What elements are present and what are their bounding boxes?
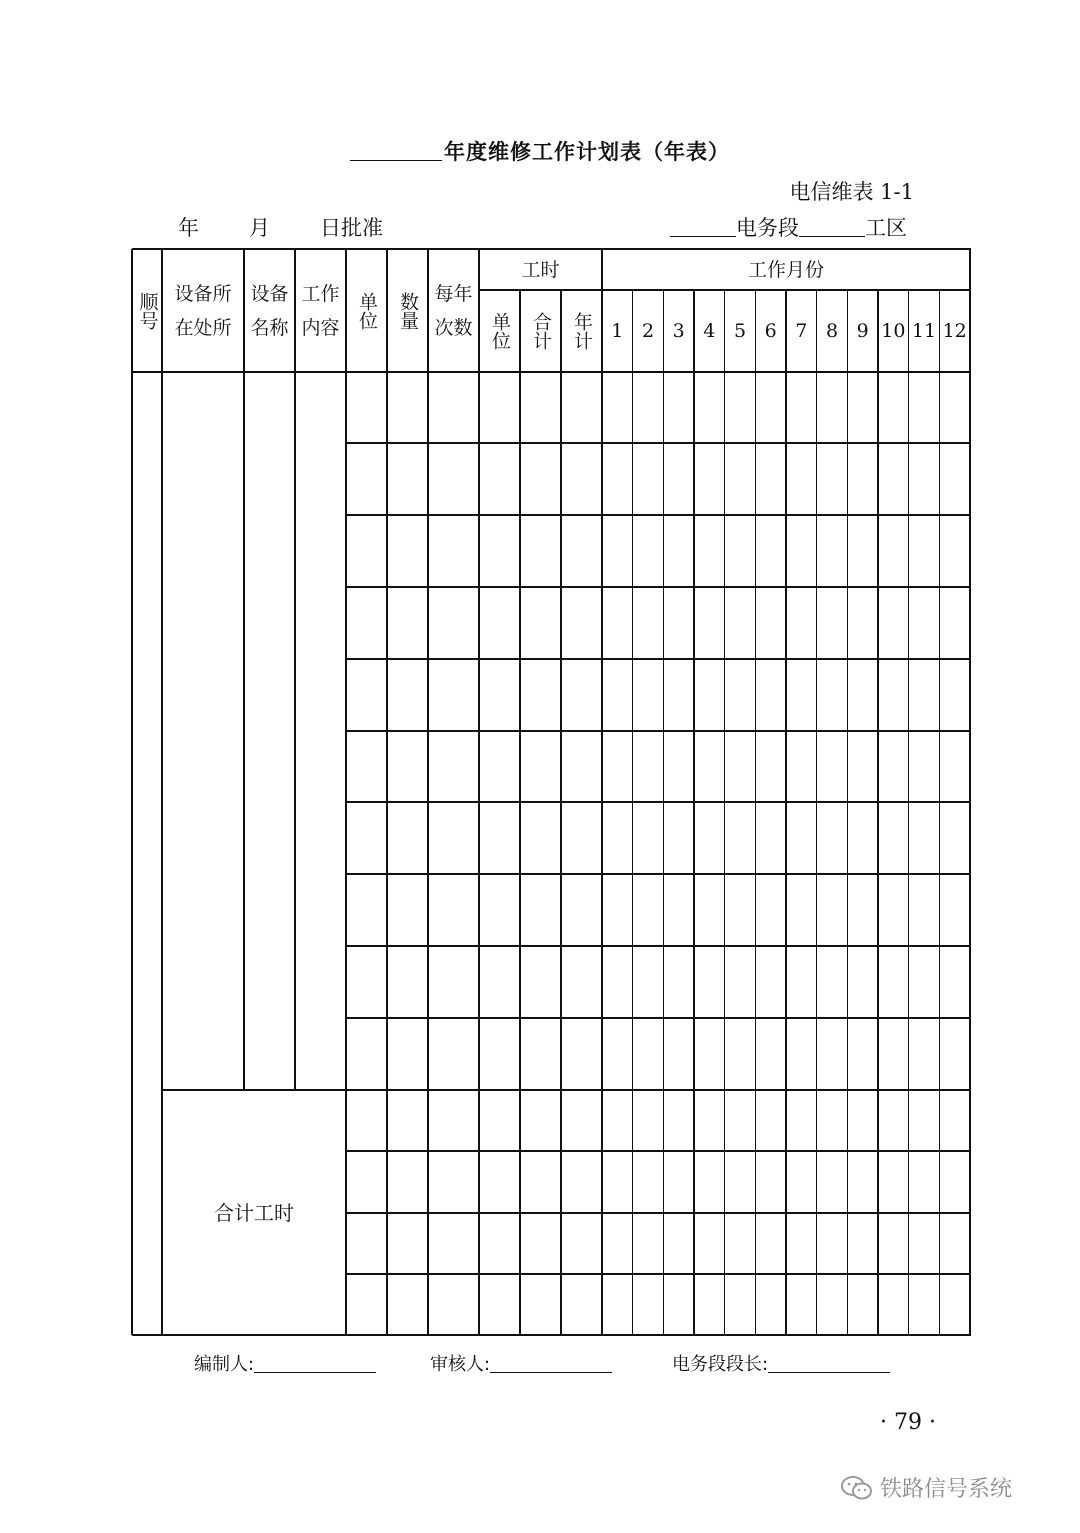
header-month-3: 3 <box>672 319 685 342</box>
section-chief-blank[interactable] <box>768 1354 890 1373</box>
approval-day: 日批准 <box>320 216 383 240</box>
section-label: 电务段 <box>736 216 799 240</box>
header-month-9: 9 <box>856 319 869 342</box>
grid-line-v <box>663 290 664 1335</box>
section-chief: 电务段段长: <box>672 1350 890 1376</box>
grid-line-h <box>346 1089 970 1090</box>
grid-line-h <box>346 1150 970 1151</box>
wechat-icon <box>840 1475 874 1501</box>
grid-line-h <box>346 1017 970 1018</box>
header-work-content: 工作 内容 <box>301 283 340 339</box>
reviewed-by-blank[interactable] <box>490 1354 612 1373</box>
grid-line-v <box>478 249 479 1335</box>
header-unit: 单位 <box>355 292 378 330</box>
grid-line-v <box>161 249 162 1335</box>
header-equipment-name: 设备 名称 <box>250 283 289 339</box>
grid-line-v <box>724 290 725 1335</box>
header-mh-total: 合计 <box>529 312 552 350</box>
header-month-11: 11 <box>911 319 937 342</box>
grid-line-h <box>346 873 970 874</box>
watermark: 铁路信号系统 <box>840 1472 1012 1503</box>
grid-line-h <box>346 945 970 946</box>
grid-line-v <box>847 290 848 1335</box>
grid-line-v <box>386 249 387 1335</box>
page-title: 年度维修工作计划表（年表） <box>0 136 1080 166</box>
header-month-10: 10 <box>881 319 906 342</box>
grid-line-h <box>346 442 970 443</box>
grid-line-v <box>345 249 346 1335</box>
header-mh-unit: 单位 <box>488 312 511 350</box>
grid-line-h <box>346 586 970 587</box>
prepared-by-blank[interactable] <box>254 1354 376 1373</box>
header-times-per-year: 每年 次数 <box>434 283 473 339</box>
grid-line-v <box>785 290 786 1335</box>
work-area-label: 工区 <box>865 216 907 240</box>
grid-line-h <box>346 658 970 659</box>
grid-line-v <box>601 249 602 1335</box>
grid-line-v <box>632 290 633 1335</box>
header-seq: 顺号 <box>136 292 159 330</box>
grid-line-v <box>519 290 520 1335</box>
grid-line-h <box>132 1334 971 1336</box>
grid-line-v <box>908 290 909 1335</box>
header-month-7: 7 <box>795 319 808 342</box>
grid-line-h <box>346 801 970 802</box>
grid-line-v <box>427 249 428 1335</box>
grid-line-v <box>560 290 561 1335</box>
grid-line-h <box>132 371 970 373</box>
header-mh-year: 年计 <box>570 312 593 350</box>
header-man-hours: 工时 <box>521 258 560 281</box>
grid-line-v <box>969 249 971 1335</box>
grid-line-h <box>346 514 970 515</box>
grid-line-h <box>162 1089 346 1090</box>
header-month-1: 1 <box>611 319 624 342</box>
grid-line-v <box>294 249 295 1090</box>
total-man-hours-label: 合计工时 <box>214 1200 294 1225</box>
grid-line-v <box>877 290 878 1335</box>
header-month-12: 12 <box>942 319 967 342</box>
page-number: · 79 · <box>880 1410 936 1435</box>
grid-line-h <box>346 730 970 731</box>
header-location: 设备所 在处所 <box>174 283 232 339</box>
approval-month: 月 <box>249 216 270 240</box>
grid-line-v <box>243 249 244 1090</box>
header-work-months: 工作月份 <box>747 258 824 281</box>
header-month-4: 4 <box>703 319 716 342</box>
grid-line-v <box>939 290 940 1335</box>
form-number: 电信维表 1-1 <box>789 180 914 204</box>
grid-line-h <box>346 1273 970 1274</box>
grid-line-v <box>131 249 133 1335</box>
grid-line-v <box>816 290 817 1335</box>
approval-year: 年 <box>178 216 199 240</box>
grid-line-h <box>346 1212 970 1213</box>
grid-line-h <box>132 248 971 250</box>
prepared-by: 编制人: <box>194 1350 376 1376</box>
grid-line-v <box>693 290 694 1335</box>
header-month-8: 8 <box>825 319 839 342</box>
header-quantity: 数量 <box>396 292 419 330</box>
header-month-6: 6 <box>764 319 777 342</box>
header-month-5: 5 <box>733 319 747 342</box>
header-month-2: 2 <box>641 319 655 342</box>
grid-line-v <box>755 290 756 1335</box>
reviewed-by: 审核人: <box>430 1350 612 1376</box>
